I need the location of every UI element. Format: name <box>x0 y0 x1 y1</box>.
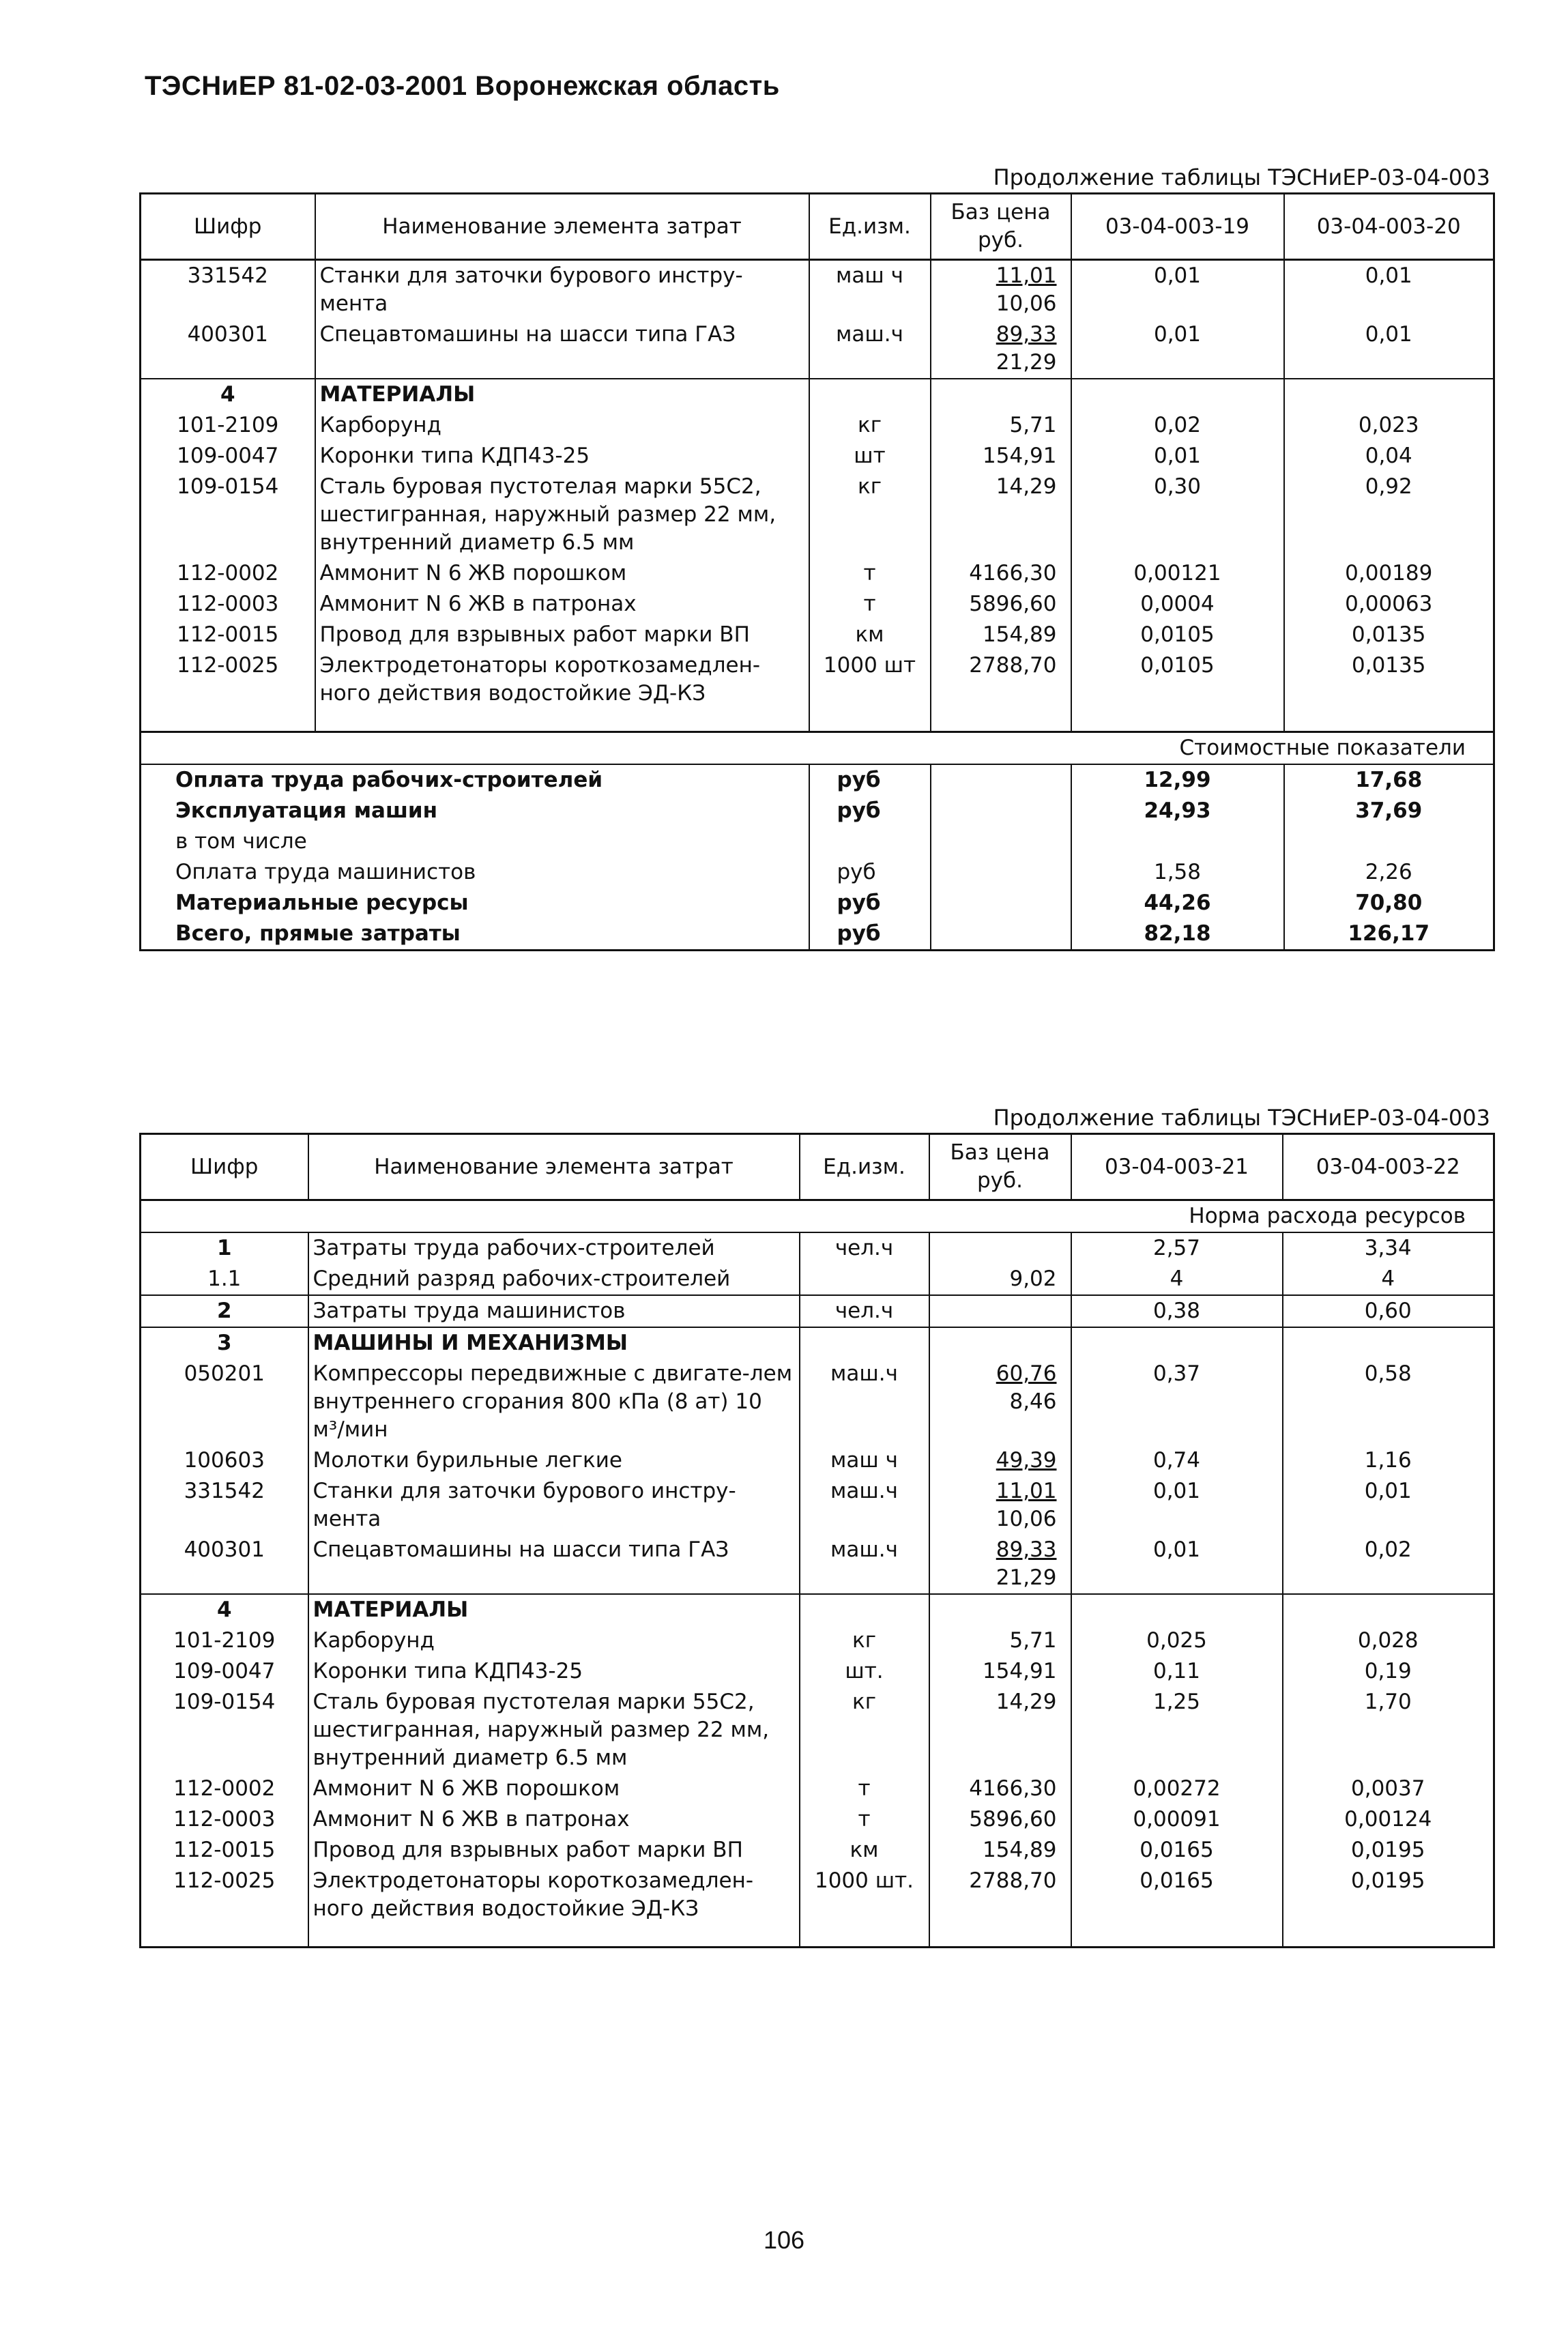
header-unit: Ед.изм. <box>800 1134 929 1200</box>
resource-code: 331542 <box>141 1476 308 1535</box>
resource-name: Аммонит N 6 ЖВ порошком <box>308 1774 800 1804</box>
summary-unit: руб <box>809 888 931 918</box>
empty-cell <box>1071 379 1284 410</box>
empty-cell <box>141 709 315 732</box>
resource-price <box>929 1232 1071 1264</box>
empty-cell <box>800 1924 929 1948</box>
value-col-a: 0,01 <box>1071 1476 1283 1535</box>
table-row <box>141 1476 1494 1535</box>
price-machine: 11,01 <box>996 263 1057 288</box>
table-row <box>141 1535 1494 1594</box>
empty-cell <box>931 918 1071 951</box>
header-unit: Ед.изм. <box>809 194 931 260</box>
resource-price: 4166,30 <box>931 558 1071 589</box>
resource-code: 1 <box>141 1232 308 1264</box>
value-col-b: 0,0135 <box>1284 620 1494 650</box>
empty-cell <box>800 1594 929 1625</box>
empty-cell <box>931 826 1071 857</box>
resource-price: 154,91 <box>931 441 1071 472</box>
resource-name: Затраты труда рабочих-строителей <box>308 1232 800 1264</box>
value-col-b: 0,01 <box>1283 1476 1494 1535</box>
value-col-b: 0,60 <box>1283 1295 1494 1327</box>
section-number: 3 <box>141 1327 308 1359</box>
summary-col-a <box>1071 826 1284 857</box>
table-row <box>141 1232 1494 1264</box>
summary-row <box>141 857 1494 888</box>
summary-col-a: 1,58 <box>1071 857 1284 888</box>
resource-code: 112-0025 <box>141 650 315 709</box>
empty-cell <box>308 1924 800 1948</box>
header-name: Наименование элемента затрат <box>308 1134 800 1200</box>
value-col-b: 0,0037 <box>1283 1774 1494 1804</box>
resource-name: Сталь буровая пустотелая марки 55С2, шестигранная, наружный размер 22 мм, внутренний диаметр 6.5 мм <box>315 472 809 558</box>
resource-price: 9,02 <box>929 1264 1071 1295</box>
document-title: ТЭСНиЕР 81-02-03-2001 Воронежская область <box>145 71 780 101</box>
resource-price <box>929 1476 1071 1535</box>
value-col-a: 4 <box>1071 1264 1283 1295</box>
table-1-header <box>141 194 1494 260</box>
empty-cell <box>315 709 809 732</box>
empty-cell <box>800 1327 929 1359</box>
resource-price: 5,71 <box>929 1625 1071 1656</box>
resource-price: 14,29 <box>929 1687 1071 1774</box>
resource-unit: маш.ч <box>800 1476 929 1535</box>
resource-code: 050201 <box>141 1359 308 1445</box>
spacer-row <box>141 709 1494 732</box>
section-row <box>141 1327 1494 1359</box>
resource-code: 112-0002 <box>141 558 315 589</box>
resource-price <box>931 319 1071 379</box>
table-1-continuation: Продолжение таблицы ТЭСНиЕР-03-04-003 <box>993 164 1490 190</box>
summary-label: Материальные ресурсы <box>141 888 809 918</box>
resource-price: 2788,70 <box>931 650 1071 709</box>
summary-col-b: 2,26 <box>1284 857 1494 888</box>
summary-col-b: 70,80 <box>1284 888 1494 918</box>
table-1-body <box>141 260 1494 951</box>
resource-code: 109-0047 <box>141 1656 308 1687</box>
resource-unit: т <box>809 589 931 620</box>
summary-col-b: 17,68 <box>1284 764 1494 796</box>
resource-name: Молотки бурильные легкие <box>308 1445 800 1476</box>
resource-price: 154,89 <box>931 620 1071 650</box>
summary-label: Эксплуатация машин <box>141 796 809 826</box>
summary-col-b <box>1284 826 1494 857</box>
summary-unit: руб <box>809 764 931 796</box>
resource-code: 400301 <box>141 319 315 379</box>
value-col-b: 0,04 <box>1284 441 1494 472</box>
cost-caption-text: Стоимостные показатели <box>141 732 1494 765</box>
resource-price: 4166,30 <box>929 1774 1071 1804</box>
summary-label: Всего, прямые затраты <box>141 918 809 951</box>
resource-name: Средний разряд рабочих-строителей <box>308 1264 800 1295</box>
value-col-b: 0,00124 <box>1283 1804 1494 1835</box>
header-code: Шифр <box>141 1134 308 1200</box>
table-2-continuation: Продолжение таблицы ТЭСНиЕР-03-04-003 <box>993 1105 1490 1131</box>
resource-code: 101-2109 <box>141 410 315 441</box>
value-col-b: 3,34 <box>1283 1232 1494 1264</box>
resource-unit: т <box>800 1774 929 1804</box>
summary-unit <box>809 826 931 857</box>
table-row <box>141 410 1494 441</box>
value-col-a: 0,0165 <box>1071 1866 1283 1924</box>
page-number: 106 <box>763 2226 805 2254</box>
resource-price <box>929 1445 1071 1476</box>
resource-code: 331542 <box>141 260 315 320</box>
resource-name: Аммонит N 6 ЖВ в патронах <box>315 589 809 620</box>
header-price-line1: Баз цена <box>950 1140 1050 1165</box>
empty-cell <box>931 709 1071 732</box>
resource-code: 109-0047 <box>141 441 315 472</box>
resource-code: 112-0015 <box>141 620 315 650</box>
summary-col-b: 37,69 <box>1284 796 1494 826</box>
resource-code: 2 <box>141 1295 308 1327</box>
section-number: 4 <box>141 1594 308 1625</box>
table-row <box>141 620 1494 650</box>
table-row <box>141 650 1494 709</box>
resource-price <box>931 260 1071 320</box>
summary-row <box>141 796 1494 826</box>
empty-cell <box>809 379 931 410</box>
resource-name: Электродетонаторы короткозамедлен-ного действия водостойкие ЭД-КЗ <box>308 1866 800 1924</box>
table-2-header <box>141 1134 1494 1200</box>
cost-caption <box>141 732 1494 765</box>
resource-price: 5896,60 <box>931 589 1071 620</box>
empty-cell <box>929 1327 1071 1359</box>
summary-col-b: 126,17 <box>1284 918 1494 951</box>
header-name: Наименование элемента затрат <box>315 194 809 260</box>
resource-code: 400301 <box>141 1535 308 1594</box>
empty-cell <box>1284 709 1494 732</box>
header-code: Шифр <box>141 194 315 260</box>
value-col-a: 0,11 <box>1071 1656 1283 1687</box>
table-2 <box>139 1104 1493 1948</box>
value-col-b: 0,00189 <box>1284 558 1494 589</box>
summary-unit: руб <box>809 796 931 826</box>
price-operator-wage: 21,29 <box>996 350 1057 375</box>
empty-cell <box>809 709 931 732</box>
empty-cell <box>141 1924 308 1948</box>
table-row <box>141 1625 1494 1656</box>
table-1 <box>139 164 1493 951</box>
resource-code: 101-2109 <box>141 1625 308 1656</box>
resource-code: 109-0154 <box>141 1687 308 1774</box>
summary-row <box>141 888 1494 918</box>
resource-price <box>929 1359 1071 1445</box>
value-col-a: 0,025 <box>1071 1625 1283 1656</box>
summary-unit: руб <box>809 918 931 951</box>
value-col-a: 0,01 <box>1071 441 1284 472</box>
resource-code: 112-0015 <box>141 1835 308 1866</box>
summary-col-a: 44,26 <box>1071 888 1284 918</box>
table-row <box>141 1804 1494 1835</box>
empty-cell <box>1071 1594 1283 1625</box>
resource-unit: маш.ч <box>800 1359 929 1445</box>
resource-name: Электродетонаторы короткозамедлен-ного действия водостойкие ЭД-КЗ <box>315 650 809 709</box>
value-col-b: 0,01 <box>1284 319 1494 379</box>
empty-cell <box>931 796 1071 826</box>
table-row <box>141 1445 1494 1476</box>
value-col-a: 1,25 <box>1071 1687 1283 1774</box>
spacer-row <box>141 1924 1494 1948</box>
header-col-a: 03-04-003-21 <box>1071 1134 1283 1200</box>
value-col-b: 0,028 <box>1283 1625 1494 1656</box>
table-1-grid <box>139 192 1495 951</box>
resource-unit: шт <box>809 441 931 472</box>
section-title: МАТЕРИАЛЫ <box>308 1594 800 1625</box>
header-price-line2: руб. <box>978 228 1023 252</box>
resource-unit <box>800 1264 929 1295</box>
summary-col-a: 24,93 <box>1071 796 1284 826</box>
table-2-body <box>141 1200 1494 1948</box>
value-col-a: 0,00121 <box>1071 558 1284 589</box>
table-row <box>141 1774 1494 1804</box>
empty-cell <box>931 764 1071 796</box>
summary-label: Оплата труда рабочих-строителей <box>141 764 809 796</box>
price-machine: 49,39 <box>996 1448 1057 1473</box>
value-col-a: 0,02 <box>1071 410 1284 441</box>
resource-price: 2788,70 <box>929 1866 1071 1924</box>
summary-col-a: 12,99 <box>1071 764 1284 796</box>
resource-name: Станки для заточки бурового инстру-мента <box>315 260 809 320</box>
resource-code: 112-0025 <box>141 1866 308 1924</box>
resource-name: Станки для заточки бурового инстру-мента <box>308 1476 800 1535</box>
table-row <box>141 558 1494 589</box>
resource-name: Аммонит N 6 ЖВ в патронах <box>308 1804 800 1835</box>
value-col-b: 0,02 <box>1283 1535 1494 1594</box>
resource-unit: чел.ч <box>800 1295 929 1327</box>
value-col-a: 0,01 <box>1071 1535 1283 1594</box>
value-col-a: 0,37 <box>1071 1359 1283 1445</box>
value-col-a: 0,00091 <box>1071 1804 1283 1835</box>
price-operator-wage: 10,06 <box>996 291 1057 316</box>
empty-cell <box>1283 1327 1494 1359</box>
value-col-a: 0,38 <box>1071 1295 1283 1327</box>
resource-name: Провод для взрывных работ марки ВП <box>308 1835 800 1866</box>
resource-unit: 1000 шт <box>809 650 931 709</box>
value-col-a: 0,74 <box>1071 1445 1283 1476</box>
value-col-a: 0,01 <box>1071 260 1284 320</box>
resource-name: Спецавтомашины на шасси типа ГАЗ <box>315 319 809 379</box>
resource-price: 5,71 <box>931 410 1071 441</box>
value-col-a: 0,00272 <box>1071 1774 1283 1804</box>
resource-unit: кг <box>809 410 931 441</box>
resource-code: 1.1 <box>141 1264 308 1295</box>
resource-name: Карборунд <box>308 1625 800 1656</box>
value-col-b: 1,16 <box>1283 1445 1494 1476</box>
resource-name: Провод для взрывных работ марки ВП <box>315 620 809 650</box>
empty-cell <box>1284 379 1494 410</box>
table-2-grid <box>139 1133 1495 1948</box>
value-col-b: 0,0195 <box>1283 1866 1494 1924</box>
section-row <box>141 379 1494 410</box>
resource-code: 112-0003 <box>141 1804 308 1835</box>
resource-price: 14,29 <box>931 472 1071 558</box>
table-row <box>141 1359 1494 1445</box>
header-price-line2: руб. <box>977 1168 1023 1193</box>
table-row <box>141 1295 1494 1327</box>
resource-name: Сталь буровая пустотелая марки 55С2, шестигранная, наружный размер 22 мм, внутренний диаметр 6.5 мм <box>308 1687 800 1774</box>
resource-price <box>929 1295 1071 1327</box>
value-col-b: 0,023 <box>1284 410 1494 441</box>
resource-unit: т <box>809 558 931 589</box>
norm-caption <box>141 1200 1494 1233</box>
empty-cell <box>1283 1594 1494 1625</box>
table-row <box>141 1866 1494 1924</box>
resource-name: Спецавтомашины на шасси типа ГАЗ <box>308 1535 800 1594</box>
header-price-line1: Баз цена <box>950 200 1051 225</box>
resource-price: 154,89 <box>929 1835 1071 1866</box>
price-operator-wage: 8,46 <box>1009 1389 1057 1414</box>
section-number: 4 <box>141 379 315 410</box>
resource-code: 109-0154 <box>141 472 315 558</box>
empty-cell <box>929 1594 1071 1625</box>
empty-cell <box>929 1924 1071 1948</box>
header-price <box>929 1134 1071 1200</box>
resource-unit: км <box>809 620 931 650</box>
section-title: МАШИНЫ И МЕХАНИЗМЫ <box>308 1327 800 1359</box>
resource-name: Компрессоры передвижные с двигате-лем внутреннего сгорания 800 кПа (8 ат) 10 м³/мин <box>308 1359 800 1445</box>
value-col-b: 0,0135 <box>1284 650 1494 709</box>
resource-name: Карборунд <box>315 410 809 441</box>
resource-unit: чел.ч <box>800 1232 929 1264</box>
value-col-b: 0,0195 <box>1283 1835 1494 1866</box>
price-machine: 11,01 <box>996 1479 1057 1503</box>
resource-unit: кг <box>800 1625 929 1656</box>
price-operator-wage: 10,06 <box>996 1507 1057 1531</box>
resource-price: 5896,60 <box>929 1804 1071 1835</box>
resource-price: 154,91 <box>929 1656 1071 1687</box>
section-title: МАТЕРИАЛЫ <box>315 379 809 410</box>
price-operator-wage: 21,29 <box>996 1565 1057 1590</box>
value-col-a: 0,01 <box>1071 319 1284 379</box>
value-col-b: 0,92 <box>1284 472 1494 558</box>
empty-cell <box>1071 1327 1283 1359</box>
value-col-a: 2,57 <box>1071 1232 1283 1264</box>
table-row <box>141 260 1494 320</box>
value-col-a: 0,0165 <box>1071 1835 1283 1866</box>
resource-unit: маш.ч <box>800 1535 929 1594</box>
value-col-b: 0,58 <box>1283 1359 1494 1445</box>
header-price <box>931 194 1071 260</box>
resource-code: 100603 <box>141 1445 308 1476</box>
price-machine: 89,33 <box>996 1537 1057 1562</box>
resource-name: Аммонит N 6 ЖВ порошком <box>315 558 809 589</box>
empty-cell <box>1071 1924 1283 1948</box>
price-machine: 60,76 <box>996 1361 1057 1386</box>
header-col-a: 03-04-003-19 <box>1071 194 1284 260</box>
summary-col-a: 82,18 <box>1071 918 1284 951</box>
table-row <box>141 1687 1494 1774</box>
header-col-b: 03-04-003-20 <box>1284 194 1494 260</box>
value-col-b: 1,70 <box>1283 1687 1494 1774</box>
empty-cell <box>1071 709 1284 732</box>
summary-row <box>141 764 1494 796</box>
value-col-b: 4 <box>1283 1264 1494 1295</box>
resource-unit: км <box>800 1835 929 1866</box>
resource-unit: маш ч <box>809 260 931 320</box>
empty-cell <box>931 857 1071 888</box>
table-row <box>141 1835 1494 1866</box>
empty-cell <box>1283 1924 1494 1948</box>
resource-unit: т <box>800 1804 929 1835</box>
summary-row <box>141 826 1494 857</box>
table-row <box>141 1656 1494 1687</box>
summary-unit: руб <box>809 857 931 888</box>
table-row <box>141 1264 1494 1295</box>
header-col-b: 03-04-003-22 <box>1283 1134 1494 1200</box>
value-col-a: 0,0004 <box>1071 589 1284 620</box>
resource-code: 112-0003 <box>141 589 315 620</box>
summary-label: в том числе <box>141 826 809 857</box>
empty-cell <box>931 379 1071 410</box>
resource-unit: маш ч <box>800 1445 929 1476</box>
norm-caption-text: Норма расхода ресурсов <box>141 1200 1494 1233</box>
resource-name: Коронки типа КДП43-25 <box>315 441 809 472</box>
value-col-a: 0,0105 <box>1071 620 1284 650</box>
section-row <box>141 1594 1494 1625</box>
value-col-b: 0,00063 <box>1284 589 1494 620</box>
resource-unit: кг <box>800 1687 929 1774</box>
resource-name: Затраты труда машинистов <box>308 1295 800 1327</box>
price-machine: 89,33 <box>996 322 1057 347</box>
resource-price <box>929 1535 1071 1594</box>
resource-code: 112-0002 <box>141 1774 308 1804</box>
table-row <box>141 589 1494 620</box>
value-col-b: 0,01 <box>1284 260 1494 320</box>
resource-unit: кг <box>809 472 931 558</box>
value-col-a: 0,0105 <box>1071 650 1284 709</box>
table-row <box>141 319 1494 379</box>
resource-name: Коронки типа КДП43-25 <box>308 1656 800 1687</box>
resource-unit: 1000 шт. <box>800 1866 929 1924</box>
value-col-b: 0,19 <box>1283 1656 1494 1687</box>
table-row <box>141 472 1494 558</box>
resource-unit: маш.ч <box>809 319 931 379</box>
summary-label: Оплата труда машинистов <box>141 857 809 888</box>
value-col-a: 0,30 <box>1071 472 1284 558</box>
table-row <box>141 441 1494 472</box>
empty-cell <box>931 888 1071 918</box>
resource-unit: шт. <box>800 1656 929 1687</box>
summary-row <box>141 918 1494 951</box>
